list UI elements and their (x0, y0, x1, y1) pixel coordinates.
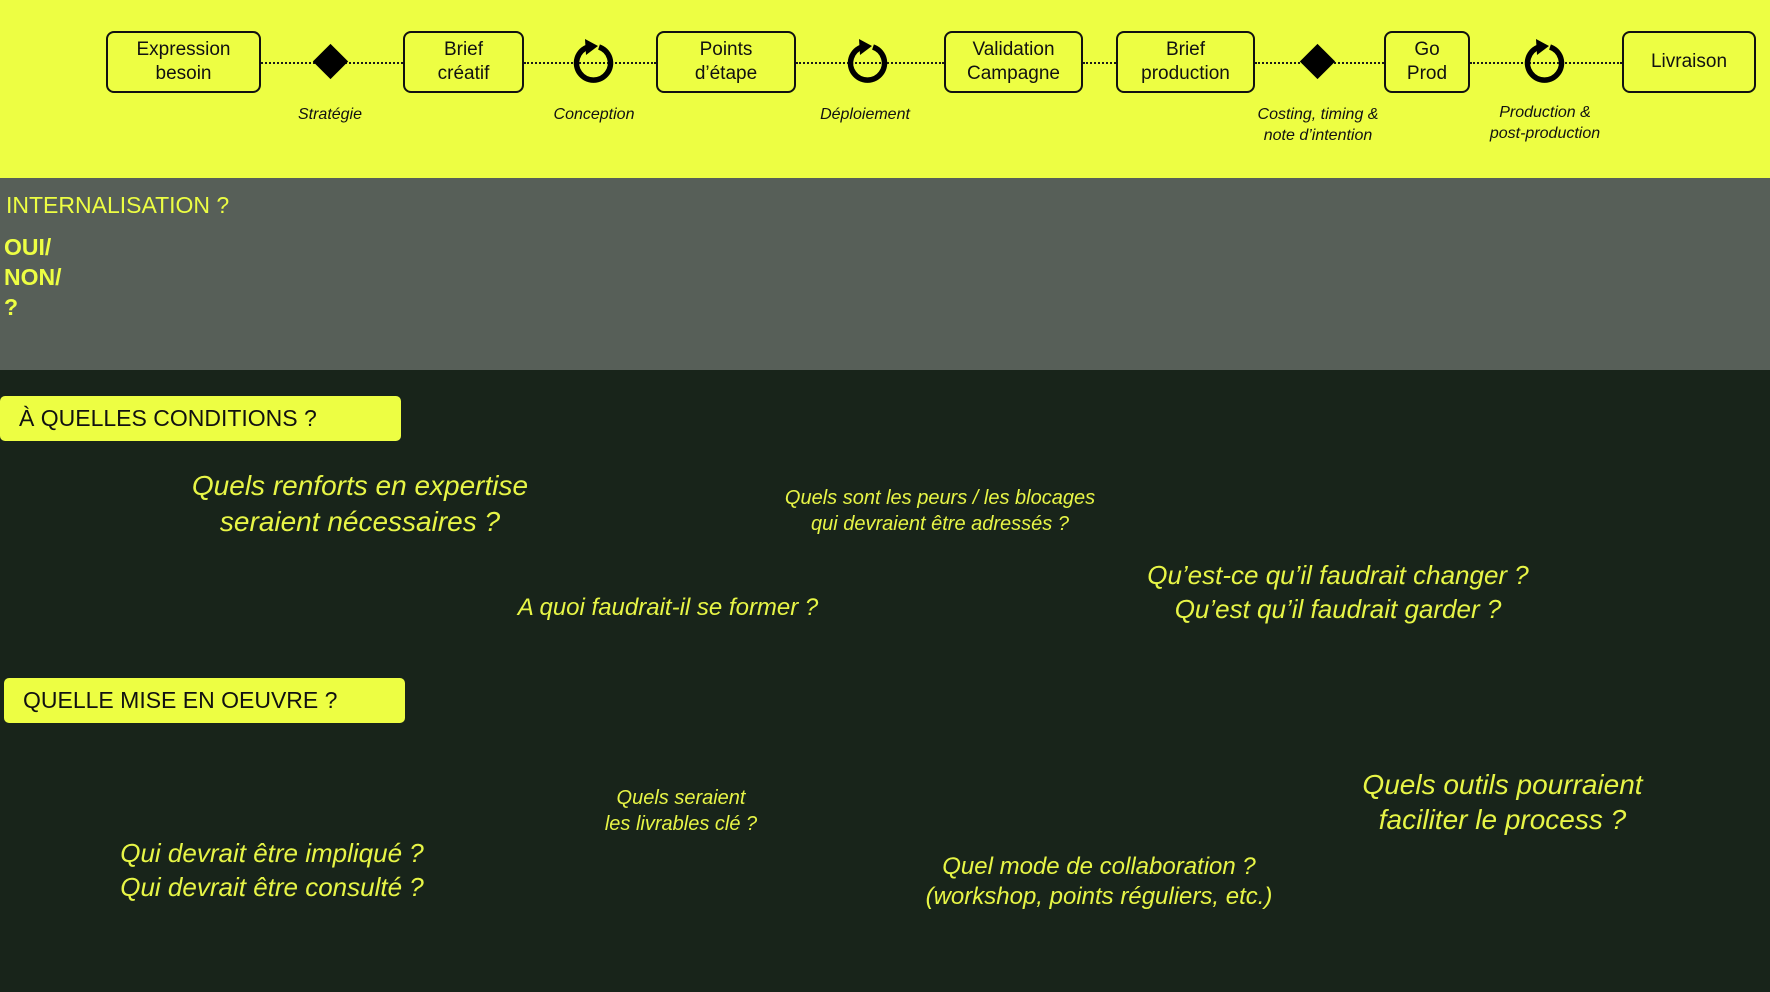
question-changer-garder: Qu’est-ce qu’il faudrait changer ? Qu’est qu’il faudrait garder ? (1147, 560, 1529, 624)
internalisation-options: OUI/ NON/ ? (4, 234, 62, 320)
cycle-icon (843, 38, 893, 88)
process-timeline-band (0, 0, 1770, 178)
connector-line (1083, 62, 1116, 64)
question-expertise: Quels renforts en expertise seraient nécessaires ? (191, 470, 529, 537)
phase-label-deploiement: Déploiement (820, 106, 910, 123)
step-points-etape: Points d’étape (656, 31, 796, 93)
cycle-icon (1520, 38, 1570, 88)
implementation-title: QUELLE MISE EN OEUVRE ? (4, 678, 405, 723)
phase-label-strategie: Stratégie (297, 106, 363, 123)
phase-label-conception: Conception (553, 106, 635, 123)
step-expression-besoin: Expression besoin (106, 31, 261, 93)
phase-label-costing: Costing, timing & note d’intention (1257, 106, 1379, 144)
step-livraison: Livraison (1622, 31, 1756, 93)
step-brief-creatif: Brief créatif (403, 31, 524, 93)
question-livrables: Quels seraient les livrables clé ? (604, 787, 758, 835)
step-validation-campagne: Validation Campagne (944, 31, 1083, 93)
question-outils: Quels outils pourraient faciliter le process ? (1362, 769, 1643, 835)
question-mode-collaboration: Quel mode de collaboration ? (workshop, points réguliers, etc.) (925, 853, 1273, 910)
internalisation-title: INTERNALISATION ? (6, 192, 230, 218)
cycle-icon (569, 38, 619, 88)
step-brief-production: Brief production (1116, 31, 1255, 93)
step-go-prod: Go Prod (1384, 31, 1470, 93)
conditions-title: À QUELLES CONDITIONS ? (0, 396, 401, 441)
question-se-former: A quoi faudrait-il se former ? (517, 594, 819, 621)
question-peurs-blocages: Quels sont les peurs / les blocages qui devraient être adressés ? (784, 487, 1096, 535)
question-implique-consulte: Qui devrait être impliqué ? Qui devrait être consulté ? (120, 838, 424, 902)
phase-label-production: Production & post-production (1489, 104, 1601, 142)
internalisation-band (0, 178, 1770, 370)
